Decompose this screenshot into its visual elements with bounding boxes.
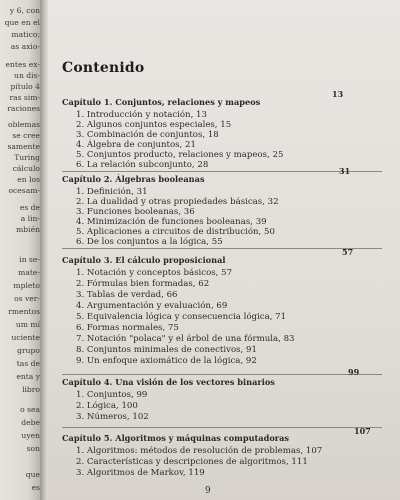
margin-fragment: o sea xyxy=(20,405,40,414)
toc-entry: 5. Equivalencia lógica y consecuencia lógica, 71 xyxy=(76,312,287,322)
margin-fragment: que xyxy=(25,470,40,479)
margin-fragment: Turing xyxy=(14,153,40,162)
page-title: Contenido xyxy=(62,60,145,76)
toc-entry: 4. Minimización de funciones booleanas, 39 xyxy=(76,217,267,227)
margin-fragment: un dis- xyxy=(14,71,40,80)
margin-fragment: samente xyxy=(7,142,40,151)
margin-fragment: y 6, con xyxy=(9,6,40,15)
margin-fragment: rmentos xyxy=(8,307,40,316)
margin-fragment: enta y xyxy=(16,372,40,381)
chapter-heading: Capítulo 5. Algoritmos y máquinas computadoras xyxy=(62,433,290,443)
margin-fragment: pítulo 4 xyxy=(10,82,40,91)
chapter-page-number: 99 xyxy=(348,367,360,377)
margin-fragment: es de xyxy=(19,203,40,212)
margin-fragment: as axio- xyxy=(10,42,40,51)
margin-fragment: es xyxy=(31,483,40,492)
margin-fragment: grupo xyxy=(17,346,40,355)
margin-fragment: raciones xyxy=(7,104,40,113)
margin-fragment: se cree xyxy=(12,131,40,140)
margin-fragment: debe xyxy=(21,418,40,427)
toc-entry: 4. Argumentación y evaluación, 69 xyxy=(76,301,228,311)
chapter-page-number: 107 xyxy=(354,426,371,436)
toc-entry: 3. Tablas de verdad, 66 xyxy=(76,290,178,300)
toc-entry: 7. Notación "polaca" y el árbol de una fórmula, 83 xyxy=(76,334,295,344)
margin-fragment: in se- xyxy=(19,255,40,264)
toc-entry: 1. Notación y conceptos básicos, 57 xyxy=(76,268,233,278)
previous-page-strip xyxy=(0,0,40,500)
margin-fragment: a lin- xyxy=(20,214,40,223)
page-number: 9 xyxy=(205,486,211,496)
margin-fragment: que en el xyxy=(4,18,40,27)
toc-entry: 3. Números, 102 xyxy=(76,412,149,422)
chapter-page-number: 31 xyxy=(339,166,351,176)
chapter-heading: Capítulo 2. Álgebras booleanas xyxy=(62,174,205,184)
chapter-heading: Capítulo 4. Una visión de los vectores binarios xyxy=(62,377,275,387)
toc-entry: 3. Funciones booleanas, 36 xyxy=(76,207,195,217)
chapter-heading: Capítulo 1. Conjuntos, relaciones y mapeos xyxy=(62,97,261,107)
chapter-page-number: 57 xyxy=(342,247,354,257)
toc-entry: 2. Características y descripciones de algoritmos, 111 xyxy=(76,457,308,467)
section-rule xyxy=(62,374,382,375)
section-rule xyxy=(62,427,382,428)
margin-fragment: mpleto xyxy=(13,281,40,290)
margin-fragment: son xyxy=(26,444,40,453)
toc-entry: 2. Algunos conjuntos especiales, 15 xyxy=(76,120,232,130)
margin-fragment: os ver- xyxy=(14,294,40,303)
margin-fragment: ras sim- xyxy=(9,93,40,102)
margin-fragment: uyen xyxy=(21,431,40,440)
margin-fragment: uciente xyxy=(11,333,40,342)
toc-entry: 6. La relación subconjunto, 28 xyxy=(76,160,209,170)
toc-entry: 1. Algoritmos: métodos de resolución de problemas, 107 xyxy=(76,446,323,456)
book-gutter xyxy=(40,0,48,500)
toc-entry: 5. Aplicaciones a circuitos de distribución, 50 xyxy=(76,227,275,237)
margin-fragment: oblemas xyxy=(8,120,40,129)
margin-fragment: libro xyxy=(22,385,40,394)
margin-fragment: entes ex- xyxy=(5,60,40,69)
toc-entry: 6. Formas normales, 75 xyxy=(76,323,179,333)
margin-fragment: um mí xyxy=(15,320,40,329)
toc-entry: 6. De los conjuntos a la lógica, 55 xyxy=(76,237,223,247)
toc-entry: 2. La dualidad y otras propiedades básicas, 32 xyxy=(76,197,279,207)
section-rule xyxy=(62,171,382,172)
chapter-heading: Capítulo 3. El cálculo proposicional xyxy=(62,255,226,265)
toc-entry: 3. Algoritmos de Markov, 119 xyxy=(76,468,205,478)
margin-fragment: cálculo xyxy=(12,164,40,173)
toc-entry: 2. Fórmulas bien formadas, 62 xyxy=(76,279,210,289)
section-rule xyxy=(62,248,382,249)
toc-entry: 3. Combinación de conjuntos, 18 xyxy=(76,130,219,140)
toc-entry: 1. Conjuntos, 99 xyxy=(76,390,148,400)
toc-entry: 8. Conjuntos minimales de conectivos, 91 xyxy=(76,345,257,355)
toc-entry: 4. Álgebra de conjuntos, 21 xyxy=(76,140,196,150)
margin-fragment: mbién xyxy=(16,225,40,234)
toc-entry: 2. Lógica, 100 xyxy=(76,401,138,411)
toc-entry: 9. Un enfoque axiomático de la lógica, 92 xyxy=(76,356,257,366)
toc-entry: 5. Conjuntos producto, relaciones y mapeos, 25 xyxy=(76,150,284,160)
toc-entry: 1. Definición, 31 xyxy=(76,187,148,197)
margin-fragment: matico; xyxy=(11,30,40,39)
chapter-page-number: 13 xyxy=(332,89,344,99)
contents-page xyxy=(48,0,400,500)
toc-entry: 1. Introducción y notación, 13 xyxy=(76,110,207,120)
margin-fragment: ocesam- xyxy=(8,186,40,195)
margin-fragment: mate- xyxy=(18,268,40,277)
margin-fragment: tas de xyxy=(16,359,40,368)
margin-fragment: en los xyxy=(17,175,40,184)
